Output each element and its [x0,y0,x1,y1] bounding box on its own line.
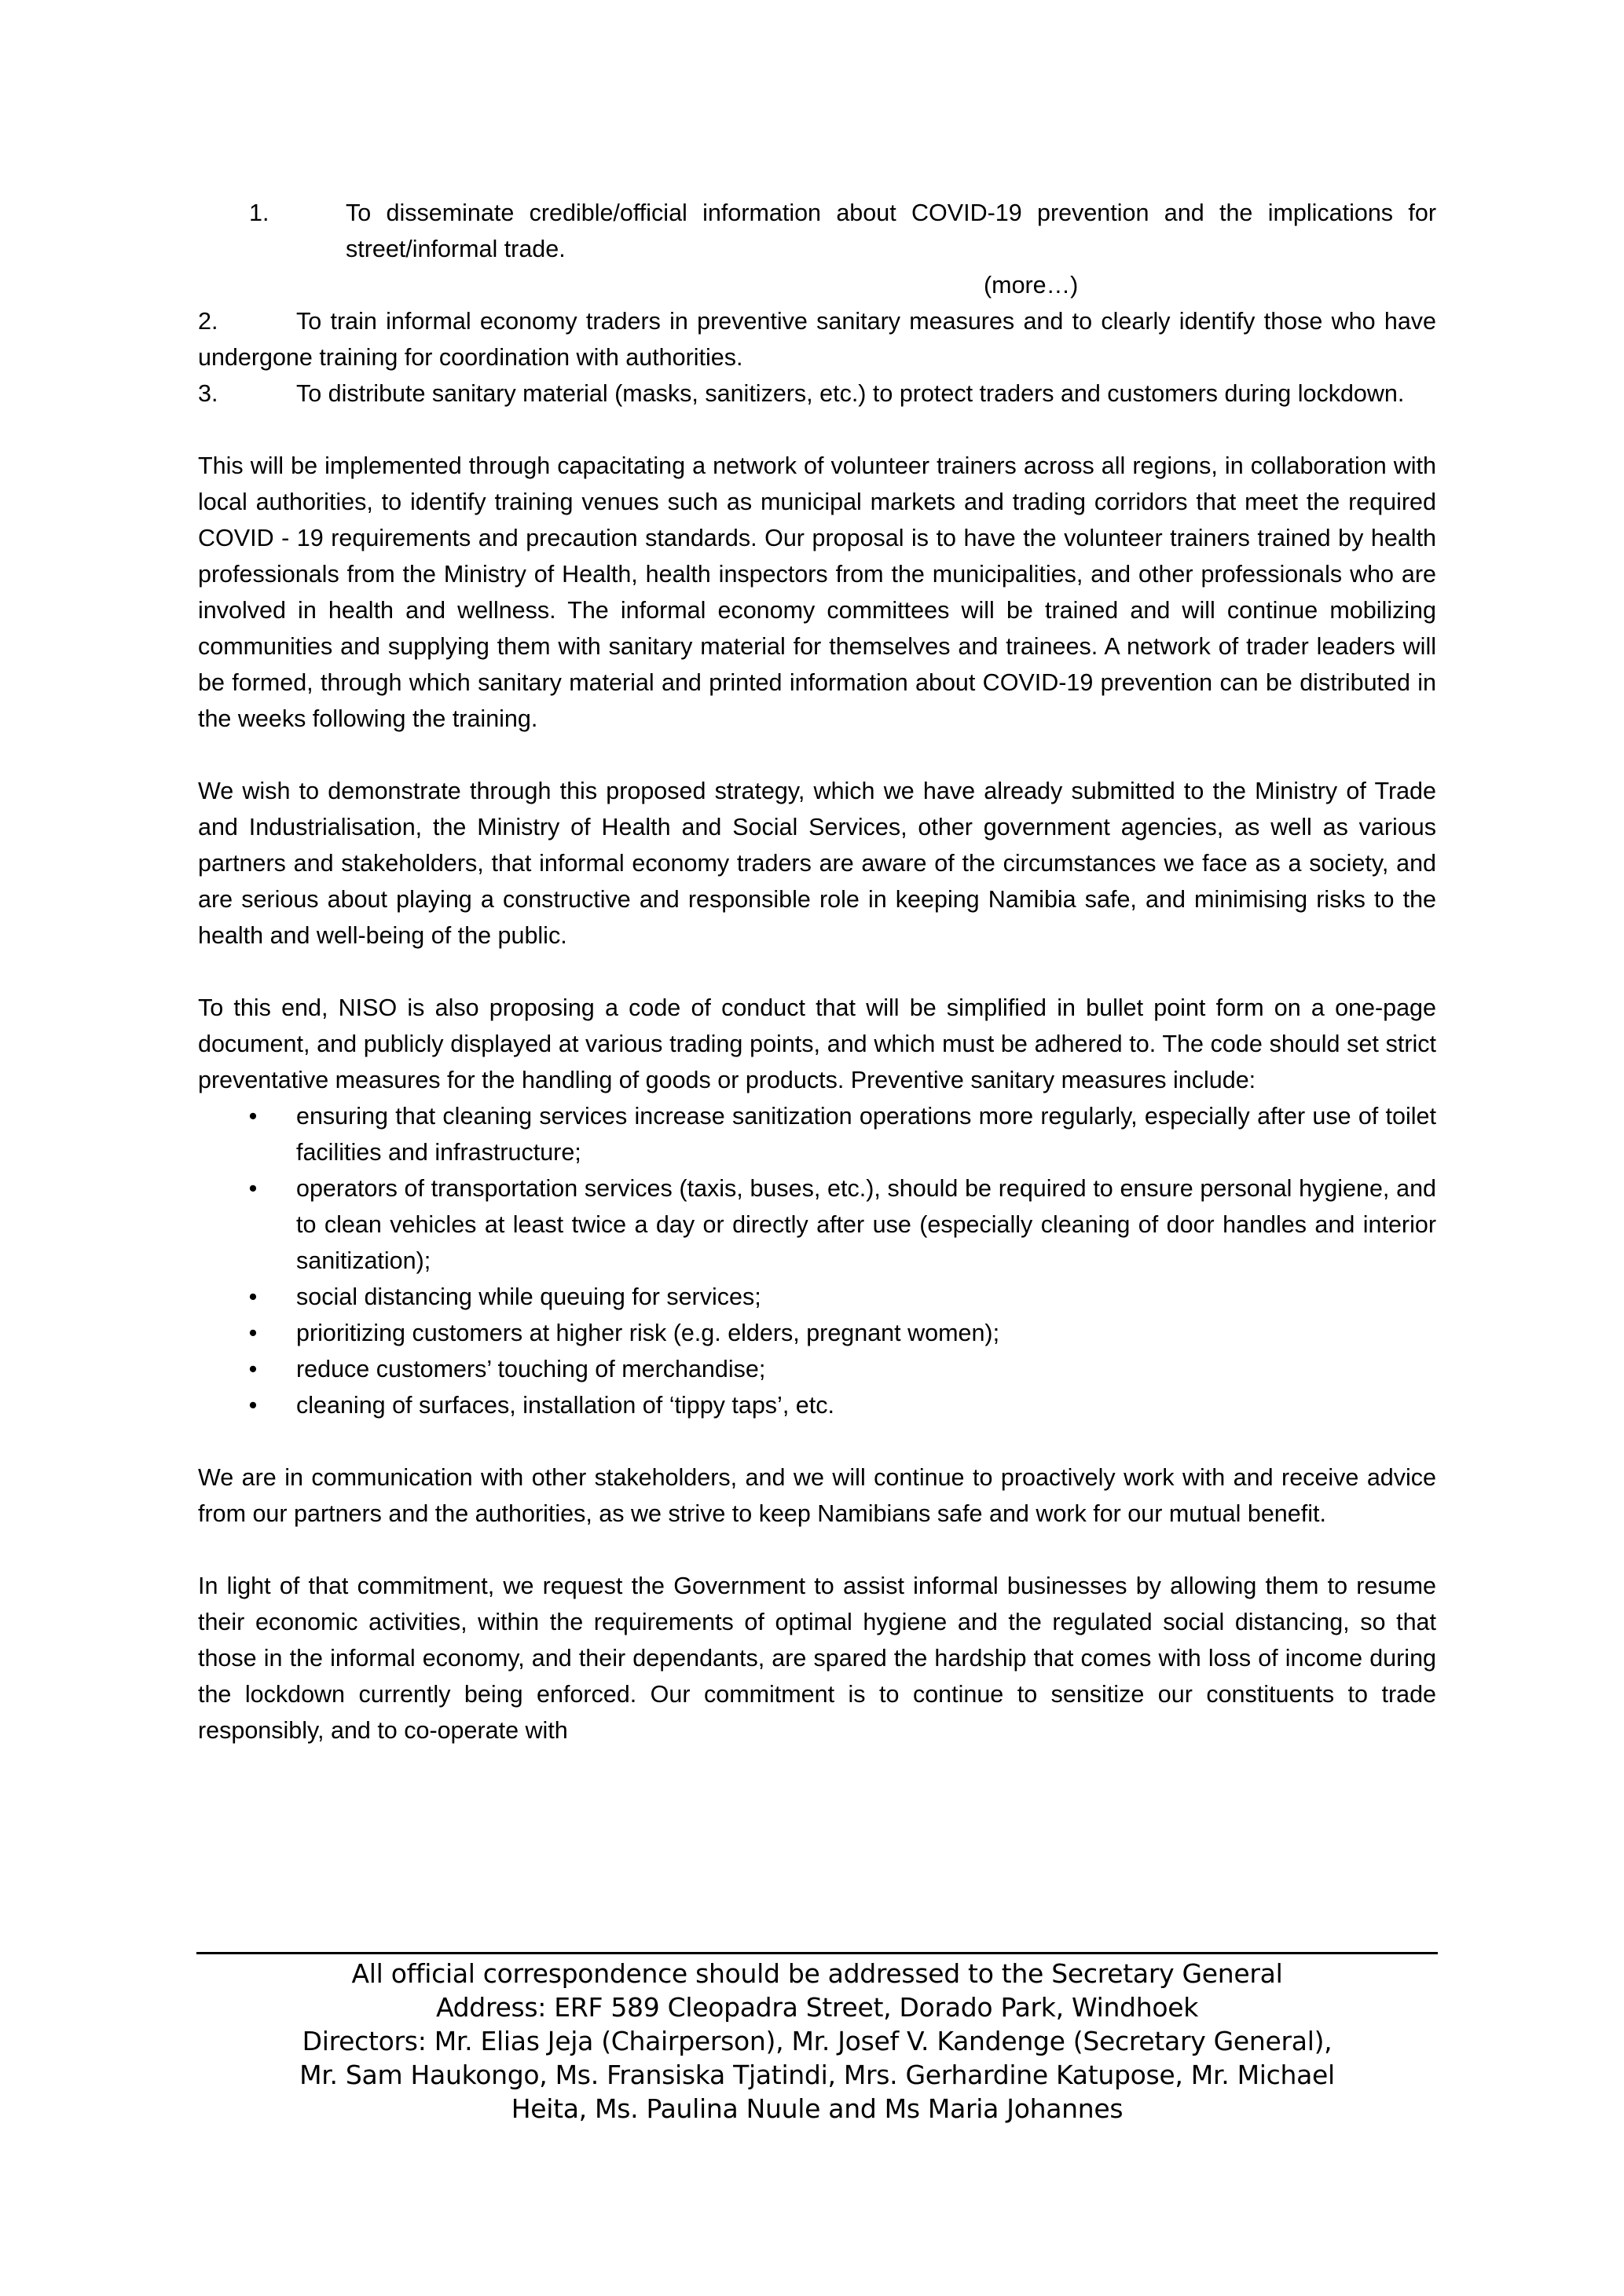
footer-divider [196,1952,1438,1954]
paragraph-request: In light of that commitment, we request the Government to assist informal businesses by allowing them to resume their economic activities, within the requirements of optimal hygiene and the regulated social distancing, so that those in the informal economy, and their dependants, are spared the hardship that comes with loss of income during the lockdown currently being enforced. Our commitment is to continue to sensitize our constituents to trade responsibly, and to co-operate with [198,1573,1436,1744]
footer-correspondence-note: All official correspondence should be addressed to the Secretary General [351,1958,1283,1989]
footer-text [196,1957,1438,2126]
bullet-icon: • [248,1320,258,1346]
list-item [198,1098,1436,1170]
list-item-text: social distancing while queuing for services; [296,1283,761,1310]
list-item-text: prioritizing customers at higher risk (e.g. elders, pregnant women); [296,1320,1000,1346]
footer-directors-line-1: Directors: Mr. Elias Jeja (Chairperson), Mr. Josef V. Kandenge (Secretary General), [302,2026,1333,2056]
list-item [198,1170,1436,1279]
objective-text: To distribute sanitary material (masks, sanitizers, etc.) to protect traders and customers during lockdown. [296,380,1405,407]
paragraph-demonstrate: We wish to demonstrate through this proposed strategy, which we have already submitted to the Ministry of Trade and Industrialisation, the Ministry of Health and Social Services, other government agencies, as well as various partners and stakeholders, that informal economy traders are aware of the circumstances we face as a society, and are serious about playing a constructive and responsible role in keeping Namibia safe, and minimising risks to the health and well-being of the public. [198,778,1436,949]
footer-address: Address: ERF 589 Cleopadra Street, Dorado Park, Windhoek [435,1992,1199,2023]
more-marker [198,267,1436,303]
paragraph-communication: We are in communication with other stakeholders, and we will continue to proactively work with and receive advice from our partners and the authorities, as we strive to keep Namibians safe and work for our mutual benefit. [198,1464,1436,1527]
objective-item-2 [198,303,1436,375]
objective-text: To train informal economy traders in preventive sanitary measures and to clearly identify those who have undergone training for coordination with authorities. [198,308,1436,371]
objective-number: 3. [198,380,218,407]
list-item-text: cleaning of surfaces, installation of ‘tippy taps’, etc. [296,1392,834,1419]
objective-number: 1. [249,200,269,226]
bullet-icon: • [248,1392,258,1419]
paragraph-spacer [198,412,1436,448]
list-item-text: reduce customers’ touching of merchandise; [296,1356,766,1382]
list-item-text: operators of transportation services (taxis, buses, etc.), should be required to ensure personal hygiene, and to clean vehicles at least twice a day or directly after use (especially cleaning of door handles and interior sanitization); [296,1175,1436,1274]
page-footer [196,1952,1438,2126]
bullet-icon: • [248,1103,258,1130]
list-item-text: ensuring that cleaning services increase sanitization operations more regularly, especially after use of toilet facilities and infrastructure; [296,1103,1436,1166]
list-item [198,1387,1436,1423]
list-item [198,1279,1436,1315]
bullet-icon: • [248,1283,258,1310]
bullet-icon: • [248,1175,258,1202]
list-item [198,1351,1436,1387]
objective-text: To disseminate credible/official information about COVID-19 prevention and the implications for street/informal trade. [346,200,1436,262]
footer-directors-line-2: Mr. Sam Haukongo, Ms. Fransiska Tjatindi, Mrs. Gerhardine Katupose, Mr. Michael [299,2060,1335,2090]
objective-item-3 [198,375,1436,412]
paragraph-spacer [198,1423,1436,1459]
objective-number: 2. [198,308,218,335]
objective-item-1 [198,195,1436,267]
paragraph-implementation: This will be implemented through capacitating a network of volunteer trainers across all regions, in collaboration with local authorities, to identify training venues such as municipal markets and trading corridors that meet the required COVID - 19 requirements and precaution standards. Our proposal is to have the volunteer trainers trained by health professionals from the Ministry of Health, health inspectors from the municipalities, and other professionals who are involved in health and wellness. The informal economy committees will be trained and will continue mobilizing communities and supplying them with sanitary material for themselves and trainees. A network of trader leaders will be formed, through which sanitary material and printed information about COVID-19 prevention can be distributed in the weeks following the training. [198,452,1436,732]
footer-directors-line-3: Heita, Ms. Paulina Nuule and Ms Maria Johannes [511,2093,1124,2124]
list-item [198,1315,1436,1351]
document-body [198,195,1436,1749]
sanitary-measures-list [198,1098,1436,1423]
paragraph-code-of-conduct: To this end, NISO is also proposing a code of conduct that will be simplified in bullet point form on a one-page document, and publicly displayed at various trading points, and which must be adhered to. The code should set strict preventative measures for the handling of goods or products. Preventive sanitary measures include: [198,994,1436,1093]
more-marker-text: (more…) [984,272,1079,298]
bullet-icon: • [248,1356,258,1382]
